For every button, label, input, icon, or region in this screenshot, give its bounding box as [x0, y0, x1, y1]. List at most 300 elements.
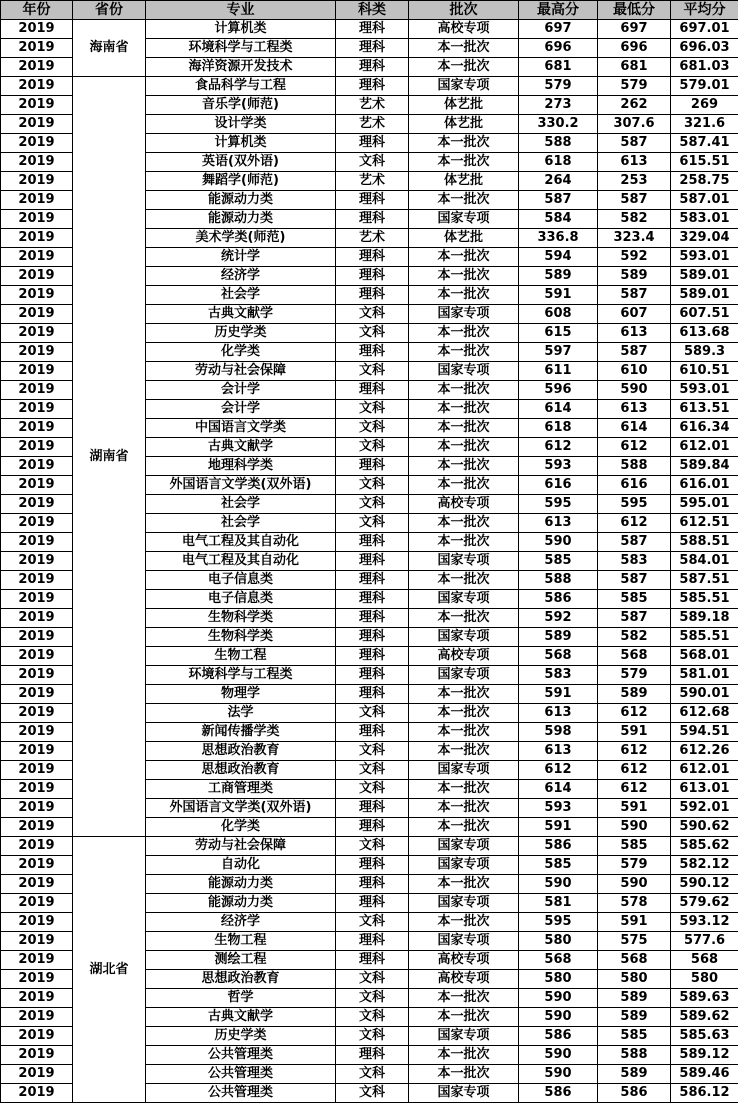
- major-cell: 社会学: [146, 286, 336, 305]
- major-cell: 设计学类: [146, 115, 336, 134]
- batch-cell: 国家专项: [409, 761, 519, 780]
- avg-score-cell: 589.18: [671, 609, 738, 628]
- batch-cell: 国家专项: [409, 305, 519, 324]
- min-score-cell: 587: [598, 286, 671, 305]
- province-cell: 湖南省: [73, 77, 146, 837]
- major-cell: 社会学: [146, 495, 336, 514]
- batch-cell: 本一批次: [409, 476, 519, 495]
- category-cell: 文科: [336, 362, 409, 381]
- category-cell: 文科: [336, 419, 409, 438]
- batch-cell: 本一批次: [409, 1008, 519, 1027]
- max-score-cell: 618: [519, 419, 598, 438]
- max-score-cell: 591: [519, 818, 598, 837]
- year-cell: 2019: [1, 153, 73, 172]
- batch-cell: 国家专项: [409, 1084, 519, 1103]
- max-score-cell: 612: [519, 761, 598, 780]
- min-score-cell: 587: [598, 343, 671, 362]
- year-cell: 2019: [1, 39, 73, 58]
- year-cell: 2019: [1, 286, 73, 305]
- avg-score-cell: 577.6: [671, 932, 738, 951]
- min-score-cell: 587: [598, 571, 671, 590]
- max-score-cell: 586: [519, 1027, 598, 1046]
- max-score-cell: 589: [519, 267, 598, 286]
- category-cell: 理科: [336, 191, 409, 210]
- year-cell: 2019: [1, 799, 73, 818]
- year-cell: 2019: [1, 381, 73, 400]
- year-cell: 2019: [1, 210, 73, 229]
- batch-cell: 高校专项: [409, 647, 519, 666]
- avg-score-cell: 593.01: [671, 248, 738, 267]
- max-score-cell: 590: [519, 533, 598, 552]
- category-cell: 文科: [336, 913, 409, 932]
- max-score-cell: 595: [519, 495, 598, 514]
- avg-score-cell: 584.01: [671, 552, 738, 571]
- avg-score-cell: 585.51: [671, 628, 738, 647]
- category-cell: 文科: [336, 438, 409, 457]
- avg-score-cell: 579.01: [671, 77, 738, 96]
- header-min-score: 最低分: [598, 1, 671, 20]
- major-cell: 古典文献学: [146, 305, 336, 324]
- max-score-cell: 613: [519, 514, 598, 533]
- batch-cell: 高校专项: [409, 495, 519, 514]
- min-score-cell: 585: [598, 1027, 671, 1046]
- max-score-cell: 613: [519, 742, 598, 761]
- min-score-cell: 582: [598, 628, 671, 647]
- major-cell: 美术学类(师范): [146, 229, 336, 248]
- max-score-cell: 591: [519, 286, 598, 305]
- max-score-cell: 585: [519, 552, 598, 571]
- avg-score-cell: 613.68: [671, 324, 738, 343]
- min-score-cell: 589: [598, 685, 671, 704]
- category-cell: 理科: [336, 647, 409, 666]
- batch-cell: 体艺批: [409, 172, 519, 191]
- header-year: 年份: [1, 1, 73, 20]
- max-score-cell: 588: [519, 571, 598, 590]
- batch-cell: 国家专项: [409, 628, 519, 647]
- category-cell: 文科: [336, 324, 409, 343]
- category-cell: 文科: [336, 514, 409, 533]
- avg-score-cell: 696.03: [671, 39, 738, 58]
- major-cell: 英语(双外语): [146, 153, 336, 172]
- year-cell: 2019: [1, 419, 73, 438]
- avg-score-cell: 587.01: [671, 191, 738, 210]
- category-cell: 文科: [336, 1027, 409, 1046]
- max-score-cell: 330.2: [519, 115, 598, 134]
- min-score-cell: 589: [598, 989, 671, 1008]
- category-cell: 理科: [336, 39, 409, 58]
- year-cell: 2019: [1, 685, 73, 704]
- header-province: 省份: [73, 1, 146, 20]
- year-cell: 2019: [1, 20, 73, 39]
- major-cell: 公共管理类: [146, 1046, 336, 1065]
- major-cell: 化学类: [146, 343, 336, 362]
- major-cell: 测绘工程: [146, 951, 336, 970]
- avg-score-cell: 589.01: [671, 267, 738, 286]
- category-cell: 文科: [336, 1008, 409, 1027]
- avg-score-cell: 615.51: [671, 153, 738, 172]
- year-cell: 2019: [1, 1027, 73, 1046]
- batch-cell: 本一批次: [409, 457, 519, 476]
- max-score-cell: 580: [519, 970, 598, 989]
- min-score-cell: 612: [598, 514, 671, 533]
- batch-cell: 国家专项: [409, 932, 519, 951]
- min-score-cell: 614: [598, 419, 671, 438]
- min-score-cell: 575: [598, 932, 671, 951]
- category-cell: 文科: [336, 989, 409, 1008]
- year-cell: 2019: [1, 951, 73, 970]
- max-score-cell: 595: [519, 913, 598, 932]
- min-score-cell: 585: [598, 590, 671, 609]
- max-score-cell: 590: [519, 1046, 598, 1065]
- major-cell: 海洋资源开发技术: [146, 58, 336, 77]
- category-cell: 理科: [336, 343, 409, 362]
- category-cell: 理科: [336, 267, 409, 286]
- category-cell: 文科: [336, 742, 409, 761]
- max-score-cell: 583: [519, 666, 598, 685]
- year-cell: 2019: [1, 1065, 73, 1084]
- year-cell: 2019: [1, 58, 73, 77]
- avg-score-cell: 585.62: [671, 837, 738, 856]
- batch-cell: 国家专项: [409, 552, 519, 571]
- year-cell: 2019: [1, 647, 73, 666]
- max-score-cell: 614: [519, 780, 598, 799]
- avg-score-cell: 589.12: [671, 1046, 738, 1065]
- major-cell: 环境科学与工程类: [146, 39, 336, 58]
- min-score-cell: 579: [598, 666, 671, 685]
- category-cell: 理科: [336, 571, 409, 590]
- year-cell: 2019: [1, 628, 73, 647]
- avg-score-cell: 590.62: [671, 818, 738, 837]
- avg-score-cell: 589.63: [671, 989, 738, 1008]
- category-cell: 文科: [336, 780, 409, 799]
- max-score-cell: 614: [519, 400, 598, 419]
- category-cell: 艺术: [336, 229, 409, 248]
- max-score-cell: 697: [519, 20, 598, 39]
- max-score-cell: 586: [519, 590, 598, 609]
- category-cell: 文科: [336, 495, 409, 514]
- avg-score-cell: 594.51: [671, 723, 738, 742]
- avg-score-cell: 593.12: [671, 913, 738, 932]
- min-score-cell: 696: [598, 39, 671, 58]
- year-cell: 2019: [1, 856, 73, 875]
- year-cell: 2019: [1, 514, 73, 533]
- min-score-cell: 587: [598, 134, 671, 153]
- max-score-cell: 586: [519, 1084, 598, 1103]
- batch-cell: 本一批次: [409, 609, 519, 628]
- category-cell: 理科: [336, 685, 409, 704]
- major-cell: 思想政治教育: [146, 761, 336, 780]
- min-score-cell: 586: [598, 1084, 671, 1103]
- year-cell: 2019: [1, 476, 73, 495]
- batch-cell: 本一批次: [409, 514, 519, 533]
- max-score-cell: 591: [519, 685, 598, 704]
- province-cell: 湖北省: [73, 837, 146, 1103]
- batch-cell: 本一批次: [409, 1046, 519, 1065]
- major-cell: 社会学: [146, 514, 336, 533]
- max-score-cell: 590: [519, 875, 598, 894]
- major-cell: 劳动与社会保障: [146, 837, 336, 856]
- max-score-cell: 586: [519, 837, 598, 856]
- major-cell: 历史学类: [146, 1027, 336, 1046]
- min-score-cell: 595: [598, 495, 671, 514]
- max-score-cell: 568: [519, 951, 598, 970]
- category-cell: 文科: [336, 476, 409, 495]
- avg-score-cell: 589.01: [671, 286, 738, 305]
- avg-score-cell: 589.62: [671, 1008, 738, 1027]
- batch-cell: 本一批次: [409, 191, 519, 210]
- batch-cell: 本一批次: [409, 58, 519, 77]
- avg-score-cell: 593.01: [671, 381, 738, 400]
- major-cell: 外国语言文学类(双外语): [146, 476, 336, 495]
- major-cell: 古典文献学: [146, 1008, 336, 1027]
- avg-score-cell: 612.51: [671, 514, 738, 533]
- batch-cell: 高校专项: [409, 20, 519, 39]
- max-score-cell: 618: [519, 153, 598, 172]
- batch-cell: 本一批次: [409, 438, 519, 457]
- category-cell: 理科: [336, 77, 409, 96]
- year-cell: 2019: [1, 571, 73, 590]
- min-score-cell: 591: [598, 913, 671, 932]
- year-cell: 2019: [1, 1084, 73, 1103]
- major-cell: 工商管理类: [146, 780, 336, 799]
- batch-cell: 国家专项: [409, 894, 519, 913]
- major-cell: 生物科学类: [146, 609, 336, 628]
- year-cell: 2019: [1, 875, 73, 894]
- batch-cell: 本一批次: [409, 818, 519, 837]
- header-batch: 批次: [409, 1, 519, 20]
- min-score-cell: 579: [598, 856, 671, 875]
- category-cell: 理科: [336, 58, 409, 77]
- avg-score-cell: 585.63: [671, 1027, 738, 1046]
- avg-score-cell: 568.01: [671, 647, 738, 666]
- max-score-cell: 613: [519, 704, 598, 723]
- min-score-cell: 253: [598, 172, 671, 191]
- major-cell: 电气工程及其自动化: [146, 533, 336, 552]
- major-cell: 能源动力类: [146, 875, 336, 894]
- category-cell: 理科: [336, 894, 409, 913]
- max-score-cell: 592: [519, 609, 598, 628]
- category-cell: 文科: [336, 761, 409, 780]
- major-cell: 物理学: [146, 685, 336, 704]
- header-avg-score: 平均分: [671, 1, 738, 20]
- major-cell: 电子信息类: [146, 571, 336, 590]
- category-cell: 文科: [336, 704, 409, 723]
- year-cell: 2019: [1, 666, 73, 685]
- batch-cell: 国家专项: [409, 77, 519, 96]
- header-category: 科类: [336, 1, 409, 20]
- year-cell: 2019: [1, 362, 73, 381]
- max-score-cell: 611: [519, 362, 598, 381]
- min-score-cell: 589: [598, 1008, 671, 1027]
- category-cell: 理科: [336, 666, 409, 685]
- avg-score-cell: 588.51: [671, 533, 738, 552]
- avg-score-cell: 321.6: [671, 115, 738, 134]
- batch-cell: 本一批次: [409, 134, 519, 153]
- batch-cell: 本一批次: [409, 381, 519, 400]
- category-cell: 艺术: [336, 172, 409, 191]
- batch-cell: 国家专项: [409, 856, 519, 875]
- year-cell: 2019: [1, 191, 73, 210]
- max-score-cell: 608: [519, 305, 598, 324]
- batch-cell: 国家专项: [409, 210, 519, 229]
- category-cell: 文科: [336, 837, 409, 856]
- avg-score-cell: 612.01: [671, 438, 738, 457]
- major-cell: 新闻传播学类: [146, 723, 336, 742]
- batch-cell: 本一批次: [409, 248, 519, 267]
- min-score-cell: 589: [598, 267, 671, 286]
- min-score-cell: 616: [598, 476, 671, 495]
- batch-cell: 本一批次: [409, 419, 519, 438]
- category-cell: 艺术: [336, 96, 409, 115]
- avg-score-cell: 590.12: [671, 875, 738, 894]
- year-cell: 2019: [1, 894, 73, 913]
- min-score-cell: 612: [598, 704, 671, 723]
- major-cell: 电气工程及其自动化: [146, 552, 336, 571]
- max-score-cell: 588: [519, 134, 598, 153]
- avg-score-cell: 681.03: [671, 58, 738, 77]
- batch-cell: 本一批次: [409, 742, 519, 761]
- avg-score-cell: 329.04: [671, 229, 738, 248]
- avg-score-cell: 612.01: [671, 761, 738, 780]
- min-score-cell: 612: [598, 761, 671, 780]
- min-score-cell: 323.4: [598, 229, 671, 248]
- avg-score-cell: 587.41: [671, 134, 738, 153]
- category-cell: 理科: [336, 552, 409, 571]
- major-cell: 能源动力类: [146, 894, 336, 913]
- batch-cell: 国家专项: [409, 362, 519, 381]
- table-row: [1, 837, 738, 856]
- major-cell: 思想政治教育: [146, 970, 336, 989]
- min-score-cell: 590: [598, 875, 671, 894]
- year-cell: 2019: [1, 267, 73, 286]
- batch-cell: 本一批次: [409, 704, 519, 723]
- batch-cell: 高校专项: [409, 970, 519, 989]
- min-score-cell: 697: [598, 20, 671, 39]
- year-cell: 2019: [1, 343, 73, 362]
- year-cell: 2019: [1, 457, 73, 476]
- min-score-cell: 589: [598, 1065, 671, 1084]
- year-cell: 2019: [1, 533, 73, 552]
- major-cell: 外国语言文学类(双外语): [146, 799, 336, 818]
- batch-cell: 本一批次: [409, 267, 519, 286]
- max-score-cell: 597: [519, 343, 598, 362]
- category-cell: 艺术: [336, 115, 409, 134]
- year-cell: 2019: [1, 305, 73, 324]
- max-score-cell: 581: [519, 894, 598, 913]
- major-cell: 公共管理类: [146, 1084, 336, 1103]
- max-score-cell: 598: [519, 723, 598, 742]
- year-cell: 2019: [1, 552, 73, 571]
- table-body: [1, 20, 738, 1103]
- batch-cell: 本一批次: [409, 153, 519, 172]
- min-score-cell: 588: [598, 1046, 671, 1065]
- avg-score-cell: 616.34: [671, 419, 738, 438]
- major-cell: 历史学类: [146, 324, 336, 343]
- year-cell: 2019: [1, 761, 73, 780]
- max-score-cell: 593: [519, 799, 598, 818]
- category-cell: 理科: [336, 533, 409, 552]
- avg-score-cell: 613.01: [671, 780, 738, 799]
- category-cell: 理科: [336, 286, 409, 305]
- avg-score-cell: 595.01: [671, 495, 738, 514]
- year-cell: 2019: [1, 837, 73, 856]
- category-cell: 文科: [336, 1065, 409, 1084]
- category-cell: 理科: [336, 210, 409, 229]
- category-cell: 理科: [336, 932, 409, 951]
- category-cell: 文科: [336, 305, 409, 324]
- year-cell: 2019: [1, 609, 73, 628]
- min-score-cell: 610: [598, 362, 671, 381]
- max-score-cell: 615: [519, 324, 598, 343]
- table-row: [1, 77, 738, 96]
- year-cell: 2019: [1, 172, 73, 191]
- max-score-cell: 616: [519, 476, 598, 495]
- year-cell: 2019: [1, 932, 73, 951]
- max-score-cell: 580: [519, 932, 598, 951]
- major-cell: 电子信息类: [146, 590, 336, 609]
- avg-score-cell: 587.51: [671, 571, 738, 590]
- max-score-cell: 590: [519, 1065, 598, 1084]
- year-cell: 2019: [1, 438, 73, 457]
- major-cell: 公共管理类: [146, 1065, 336, 1084]
- avg-score-cell: 586.12: [671, 1084, 738, 1103]
- min-score-cell: 590: [598, 381, 671, 400]
- header-row: [1, 1, 738, 20]
- min-score-cell: 583: [598, 552, 671, 571]
- min-score-cell: 582: [598, 210, 671, 229]
- major-cell: 经济学: [146, 267, 336, 286]
- avg-score-cell: 592.01: [671, 799, 738, 818]
- avg-score-cell: 585.51: [671, 590, 738, 609]
- avg-score-cell: 612.68: [671, 704, 738, 723]
- year-cell: 2019: [1, 115, 73, 134]
- batch-cell: 体艺批: [409, 229, 519, 248]
- major-cell: 经济学: [146, 913, 336, 932]
- category-cell: 文科: [336, 1084, 409, 1103]
- batch-cell: 国家专项: [409, 837, 519, 856]
- avg-score-cell: 697.01: [671, 20, 738, 39]
- max-score-cell: 584: [519, 210, 598, 229]
- max-score-cell: 590: [519, 989, 598, 1008]
- min-score-cell: 585: [598, 837, 671, 856]
- year-cell: 2019: [1, 818, 73, 837]
- major-cell: 食品科学与工程: [146, 77, 336, 96]
- batch-cell: 本一批次: [409, 286, 519, 305]
- batch-cell: 高校专项: [409, 951, 519, 970]
- major-cell: 计算机类: [146, 20, 336, 39]
- avg-score-cell: 589.46: [671, 1065, 738, 1084]
- max-score-cell: 579: [519, 77, 598, 96]
- header-max-score: 最高分: [519, 1, 598, 20]
- min-score-cell: 607: [598, 305, 671, 324]
- avg-score-cell: 612.26: [671, 742, 738, 761]
- major-cell: 化学类: [146, 818, 336, 837]
- table-row: [1, 20, 738, 39]
- category-cell: 理科: [336, 875, 409, 894]
- batch-cell: 国家专项: [409, 590, 519, 609]
- year-cell: 2019: [1, 590, 73, 609]
- category-cell: 理科: [336, 628, 409, 647]
- year-cell: 2019: [1, 495, 73, 514]
- max-score-cell: 696: [519, 39, 598, 58]
- min-score-cell: 590: [598, 818, 671, 837]
- batch-cell: 本一批次: [409, 799, 519, 818]
- batch-cell: 本一批次: [409, 533, 519, 552]
- province-cell: 海南省: [73, 20, 146, 77]
- avg-score-cell: 581.01: [671, 666, 738, 685]
- year-cell: 2019: [1, 229, 73, 248]
- major-cell: 生物科学类: [146, 628, 336, 647]
